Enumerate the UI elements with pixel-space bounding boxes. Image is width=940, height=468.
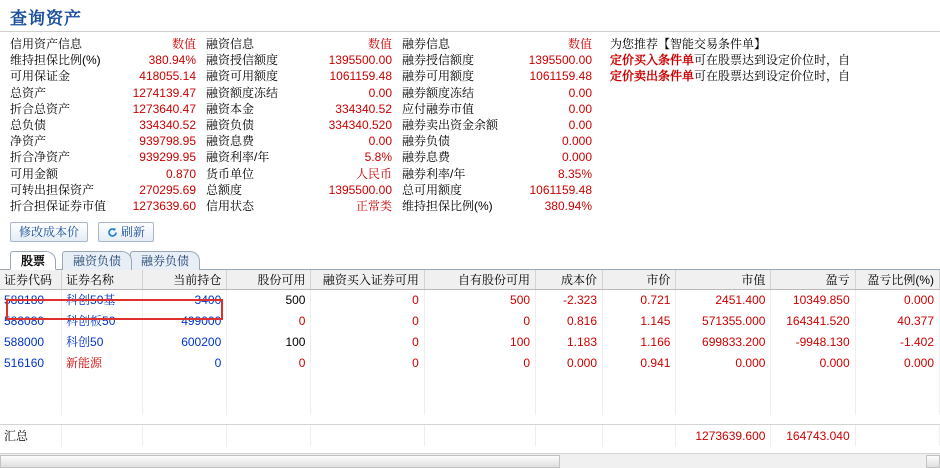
cell-code: 588000: [0, 331, 62, 352]
cell-cost: 0.816: [536, 310, 603, 331]
row-value: 380.94%: [544, 199, 592, 214]
row-label: 总可用额度: [402, 182, 463, 197]
summary-row: [392, 149, 592, 165]
row-value: 1061159.48: [529, 69, 592, 84]
row-value: 0.000: [561, 134, 592, 149]
summary-row: [196, 182, 392, 198]
row-label: 融资本金: [206, 101, 255, 116]
summary-row: [392, 182, 592, 198]
summary-row: [0, 117, 196, 133]
row-value: 334340.52: [139, 118, 196, 133]
col-cost[interactable]: 成本价: [536, 270, 603, 289]
totals-blank-1: [62, 425, 143, 446]
recommend-line-buy-text: 可在股票达到设定价位时，自: [694, 53, 851, 68]
cell-pnl-pct: 0.000: [855, 352, 939, 373]
totals-row: [0, 425, 940, 446]
cell-market-value: 571355.000: [676, 310, 771, 331]
cell-position: 3400: [143, 289, 227, 310]
col-market-value[interactable]: 市值: [676, 270, 771, 289]
col-name[interactable]: 证券名称: [62, 270, 143, 289]
summary-row: [392, 101, 592, 117]
action-buttons: [10, 222, 940, 242]
table-row[interactable]: [0, 310, 940, 331]
row-label: 可用金额: [10, 166, 59, 181]
summary-row: [392, 133, 592, 149]
summary-row: [392, 68, 592, 84]
row-label: 融券额度冻结: [402, 85, 475, 100]
totals-blank-7: [603, 425, 676, 446]
cell-pnl: 164341.520: [771, 310, 855, 331]
tab-lending-debt[interactable]: [130, 251, 200, 270]
summary-row: [0, 182, 196, 198]
refresh-icon: [107, 227, 118, 238]
cell-cost: 1.183: [536, 331, 603, 352]
cell-own-available: 500: [424, 289, 535, 310]
cell-price: 0.941: [603, 352, 676, 373]
row-label: 货币单位: [206, 166, 255, 181]
column-header: [0, 36, 196, 52]
totals-blank-2: [143, 425, 227, 446]
tab-stock[interactable]: [10, 251, 56, 270]
row-label: 信用状态: [206, 199, 255, 214]
lending-header-label: 融券信息: [402, 37, 451, 51]
cell-position: 600200: [143, 331, 227, 352]
totals-blank-5: [424, 425, 535, 446]
modify-cost-price-label: 修改成本价: [19, 225, 80, 240]
totals-pnl: 164743.040: [771, 425, 855, 446]
cell-price: 1.145: [603, 310, 676, 331]
financing-column: [196, 36, 392, 214]
summary-row: [392, 85, 592, 101]
row-label: 折合净资产: [10, 150, 71, 165]
cell-pnl: 0.000: [771, 352, 855, 373]
summary-row: [196, 133, 392, 149]
cell-margin-available: 0: [311, 331, 424, 352]
cell-price: 0.721: [603, 289, 676, 310]
cell-available: 0: [227, 352, 311, 373]
row-label: 总资产: [10, 85, 47, 100]
row-label: 融券利率/年: [402, 166, 466, 181]
row-value: 418055.14: [139, 69, 196, 84]
col-pnl-pct[interactable]: 盈亏比例(%): [855, 270, 939, 289]
row-value: 334340.520: [328, 118, 392, 133]
summary-row: [196, 117, 392, 133]
col-price[interactable]: 市价: [603, 270, 676, 289]
row-value: 939299.95: [139, 150, 196, 165]
cell-name: 新能源: [62, 352, 143, 373]
financing-header-label: 融资信息: [206, 37, 255, 51]
scroll-right-arrow[interactable]: [926, 455, 940, 468]
cell-pnl-pct: 0.000: [855, 289, 939, 310]
cell-available: 0: [227, 310, 311, 331]
row-label: 维持担保比例(%): [402, 199, 493, 214]
cell-code: 588080: [0, 310, 62, 331]
recommend-panel: [610, 36, 850, 85]
summary-row: [196, 85, 392, 101]
row-value: 0.870: [165, 166, 196, 181]
row-label: 融资额度冻结: [206, 85, 279, 100]
cell-market-value: 0.000: [676, 352, 771, 373]
summary-row: [196, 166, 392, 182]
row-label: 应付融券市值: [402, 101, 475, 116]
recommend-title: 为您推荐【智能交易条件单】: [610, 37, 767, 51]
cell-position: 499000: [143, 310, 227, 331]
row-label: 融券授信额度: [402, 53, 475, 68]
title-bar: [0, 0, 940, 32]
row-label: 融券可用额度: [402, 69, 475, 84]
row-value: 0.000: [561, 150, 592, 165]
totals-table: [0, 425, 940, 446]
credit-asset-header-label: 信用资产信息: [10, 37, 83, 51]
row-value: 0.00: [568, 85, 592, 100]
summary-row: [0, 85, 196, 101]
summary-panel: [0, 32, 940, 214]
cell-margin-available: 0: [311, 310, 424, 331]
page-title: 查询资产: [10, 9, 82, 28]
row-value: 人民币: [355, 166, 392, 181]
cell-own-available: 0: [424, 352, 535, 373]
summary-row: [196, 198, 392, 214]
refresh-label: 刷新: [121, 225, 146, 240]
row-value: 0.00: [368, 85, 392, 100]
totals-row-wrap: [0, 424, 940, 446]
cell-pnl-pct: 40.377: [855, 310, 939, 331]
tab-stock-label: 股票: [21, 254, 46, 269]
row-label: 总负债: [10, 118, 47, 133]
column-header: [196, 36, 392, 52]
row-label: 可用保证金: [10, 69, 71, 84]
totals-market-value: 1273639.600: [676, 425, 771, 446]
row-value: 1061159.48: [329, 69, 392, 84]
row-value: 正常类: [355, 199, 392, 214]
recommend-line-buy[interactable]: [610, 52, 850, 68]
row-value: 380.94%: [148, 53, 196, 68]
row-label: 折合总资产: [10, 101, 71, 116]
horizontal-scrollbar[interactable]: [0, 453, 940, 468]
col-code[interactable]: 证券代码: [0, 270, 62, 289]
recommend-line-sell-text: 可在股票达到设定价位时，自: [694, 69, 851, 84]
cell-available: 100: [227, 331, 311, 352]
row-value: 1395500.00: [328, 53, 392, 68]
row-value: 1395500.00: [328, 182, 392, 197]
cell-margin-available: 0: [311, 289, 424, 310]
cell-pnl-pct: -1.402: [855, 331, 939, 352]
row-value: 5.8%: [364, 150, 392, 165]
row-label: 融券息费: [402, 150, 451, 165]
cell-pnl: -9948.130: [771, 331, 855, 352]
cell-code: 516160: [0, 352, 62, 373]
cell-cost: 0.000: [536, 352, 603, 373]
row-value: 1061159.48: [529, 182, 592, 197]
tab-financing-debt-label: 融资负债: [73, 254, 122, 269]
summary-row: [392, 166, 592, 182]
cell-name: 科创50基: [62, 289, 143, 310]
row-label: 融资可用额度: [206, 69, 279, 84]
row-value: 939798.95: [139, 134, 196, 149]
row-label: 折合担保证券市值: [10, 199, 107, 214]
summary-row: [0, 149, 196, 165]
table-row[interactable]: [0, 289, 940, 310]
totals-label: 汇总: [0, 425, 62, 446]
summary-row: [196, 149, 392, 165]
summary-row: [196, 68, 392, 84]
row-value: 1274139.47: [132, 85, 196, 100]
empty-row: [0, 373, 940, 394]
row-value: 1395500.00: [528, 53, 592, 68]
totals-blank-4: [311, 425, 424, 446]
column-header: [392, 36, 592, 52]
modify-cost-price-button[interactable]: [10, 222, 88, 242]
row-value: 1273639.60: [132, 199, 196, 214]
recommend-line-sell[interactable]: [610, 68, 850, 84]
row-value: 1273640.47: [132, 101, 196, 116]
row-label: 融资负债: [206, 118, 255, 133]
positions-table: [0, 270, 940, 415]
sell-condition-order-link[interactable]: 定价卖出条件单: [610, 69, 695, 84]
financing-header-value: 数值: [367, 37, 392, 51]
summary-row: [0, 101, 196, 117]
row-value: 270295.69: [139, 182, 196, 197]
row-label: 总额度: [206, 182, 243, 197]
cell-pnl: 10349.850: [771, 289, 855, 310]
empty-row: [0, 394, 940, 415]
lending-header-value: 数值: [567, 37, 592, 51]
row-value: 8.35%: [557, 166, 592, 181]
totals-blank-6: [536, 425, 603, 446]
row-value: 334340.52: [335, 101, 392, 116]
row-label: 可转出担保资产: [10, 182, 95, 197]
cell-position: 0: [143, 352, 227, 373]
cell-market-value: 699833.200: [676, 331, 771, 352]
table-row[interactable]: [0, 352, 940, 373]
row-label: 融券卖出资金余额: [402, 118, 499, 133]
cell-price: 1.166: [603, 331, 676, 352]
tab-lending-debt-label: 融券负债: [141, 254, 190, 269]
tab-bar: [0, 251, 940, 270]
row-label: 融资授信额度: [206, 53, 279, 68]
refresh-button[interactable]: [98, 222, 154, 242]
cell-cost: -2.323: [536, 289, 603, 310]
row-label: 融资息费: [206, 134, 255, 149]
totals-blank-8: [855, 425, 939, 446]
totals-blank-3: [227, 425, 311, 446]
cell-name: 科创板50: [62, 310, 143, 331]
col-position[interactable]: 当前持仓: [143, 270, 227, 289]
summary-row: [196, 52, 392, 68]
row-value: 0.00: [368, 134, 392, 149]
col-margin-available[interactable]: 融资买入证券可用: [311, 270, 424, 289]
table-header-row: [0, 270, 940, 289]
col-own-available[interactable]: 自有股份可用: [424, 270, 535, 289]
summary-row: [0, 52, 196, 68]
summary-row: [392, 117, 592, 133]
securities-lending-column: [392, 36, 592, 214]
buy-condition-order-link[interactable]: 定价买入条件单: [610, 53, 695, 68]
row-value: 0.00: [568, 101, 592, 116]
cell-market-value: 2451.400: [676, 289, 771, 310]
col-pnl[interactable]: 盈亏: [771, 270, 855, 289]
summary-row: [0, 68, 196, 84]
col-available[interactable]: 股份可用: [227, 270, 311, 289]
row-value: 0.00: [568, 118, 592, 133]
cell-available: 500: [227, 289, 311, 310]
summary-row: [0, 133, 196, 149]
summary-row: [392, 198, 592, 214]
credit-asset-column: [0, 36, 196, 214]
cell-own-available: 0: [424, 310, 535, 331]
cell-code: 588180: [0, 289, 62, 310]
summary-row: [196, 101, 392, 117]
row-label: 融券负债: [402, 134, 451, 149]
scrollbar-thumb[interactable]: [0, 455, 560, 468]
cell-name: 科创50: [62, 331, 143, 352]
table-row[interactable]: [0, 331, 940, 352]
cell-own-available: 100: [424, 331, 535, 352]
credit-asset-header-value: 数值: [171, 37, 196, 51]
row-label: 融资利率/年: [206, 150, 270, 165]
summary-row: [392, 52, 592, 68]
row-label: 净资产: [10, 134, 47, 149]
tab-financing-debt[interactable]: [62, 251, 132, 270]
summary-row: [0, 198, 196, 214]
summary-row: [0, 166, 196, 182]
row-label: 维持担保比例(%): [10, 53, 101, 68]
cell-margin-available: 0: [311, 352, 424, 373]
